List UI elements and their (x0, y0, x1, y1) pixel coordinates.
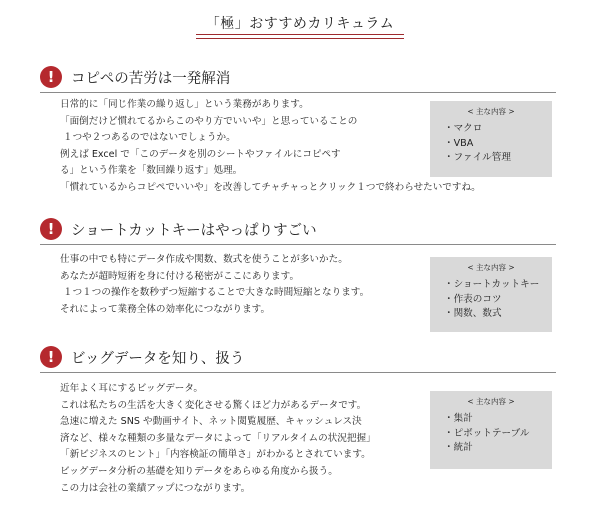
title-divider-top (196, 34, 404, 35)
section-heading: ショートカットキーはやっぱりすごい (71, 223, 317, 239)
summary-box (430, 101, 552, 177)
paragraph-line: この力は会社の業績アップにつながります。 (60, 482, 251, 494)
paragraph-line: 急速に増えた SNS や動画サイト、ネット閲覧履歴、キャッシュレス決 (60, 416, 362, 428)
page-title: 「極」おすすめカリキュラム (205, 16, 395, 32)
section-header (40, 346, 560, 374)
summary-box (430, 257, 552, 332)
summary-list (430, 118, 552, 166)
exclamation-icon: ! (40, 66, 62, 88)
section-paragraph (60, 381, 376, 497)
exclamation-icon: ! (40, 346, 62, 368)
section-divider (40, 372, 556, 373)
paragraph-line: １つや２つあるのではないでしょうか。 (63, 132, 236, 144)
summary-list (430, 408, 552, 456)
paragraph-line: １つ１つの操作を数秒ずつ短縮することで大きな時間短縮となります。 (63, 287, 370, 299)
summary-list (430, 274, 552, 322)
section-heading: コピペの苦労は一発解消 (71, 71, 231, 87)
paragraph-line: 済など、様々な種類の多量なデータによって「リアルタイムの状況把握」 (60, 432, 376, 444)
paragraph-line: 日常的に「同じ作業の繰り返し」という業務があります。 (60, 99, 309, 110)
paragraph-line: 「面倒だけど慣れてるからこのやり方でいいや」と思っていることの (60, 115, 358, 127)
section-paragraph (60, 97, 481, 197)
paragraph-line: 仕事の中でも特にデータ作成や関数、数式を使うことが多いかた。 (60, 254, 348, 265)
summary-item: ・ 統計 (444, 441, 552, 456)
paragraph-line: 「慣れているからコピペでいいや」を改善してチャチャっとクリック１つで終わらせたいですね。 (60, 181, 481, 193)
paragraph-line: 近年よく耳にするビッグデータ。 (60, 383, 203, 394)
summary-item: ・ 作表のコツ (444, 293, 552, 308)
section-header (40, 218, 560, 246)
summary-item: ・ 関数、数式 (444, 307, 552, 322)
summary-item: ・ ピボットテーブル (444, 427, 552, 442)
title-divider-bottom (196, 38, 404, 39)
summary-item: ・ 集計 (444, 412, 552, 427)
section-divider (40, 244, 556, 245)
section-divider (40, 92, 556, 93)
paragraph-line: それによって業務全体の効率化につながります。 (60, 303, 271, 315)
section-header (40, 66, 560, 94)
paragraph-line: これは私たちの生活を大きく変化させる驚くほど力があるデータです。 (60, 399, 367, 411)
paragraph-line: る」という作業を「数回繰り返す」処理。 (60, 165, 243, 177)
box-header: < 主な内容 > (467, 397, 515, 406)
summary-item: ・ ファイル管理 (444, 151, 552, 166)
summary-item: ・ ショートカットキー (444, 278, 552, 293)
box-header: < 主な内容 > (467, 263, 515, 272)
summary-box (430, 391, 552, 469)
summary-item: ・ マクロ (444, 122, 552, 137)
section-heading: ビッグデータを知り、扱う (71, 351, 245, 367)
summary-item: ・ VBA (444, 137, 552, 152)
exclamation-icon: ! (40, 218, 62, 240)
paragraph-line: あなたが超時短術を身に付ける秘密がここにあります。 (60, 270, 300, 282)
box-header: < 主な内容 > (467, 107, 515, 116)
section-paragraph (60, 252, 369, 318)
paragraph-line: 例えば Excel で「このデータを別のシートやファイルにコピペす (60, 148, 341, 160)
paragraph-line: ビッグデータ分析の基礎を知りデータをあらゆる角度から扱う。 (60, 465, 338, 477)
paragraph-line: 「新ビジネスのヒント」「内容検証の簡単さ」がわかるとされています。 (60, 449, 371, 461)
